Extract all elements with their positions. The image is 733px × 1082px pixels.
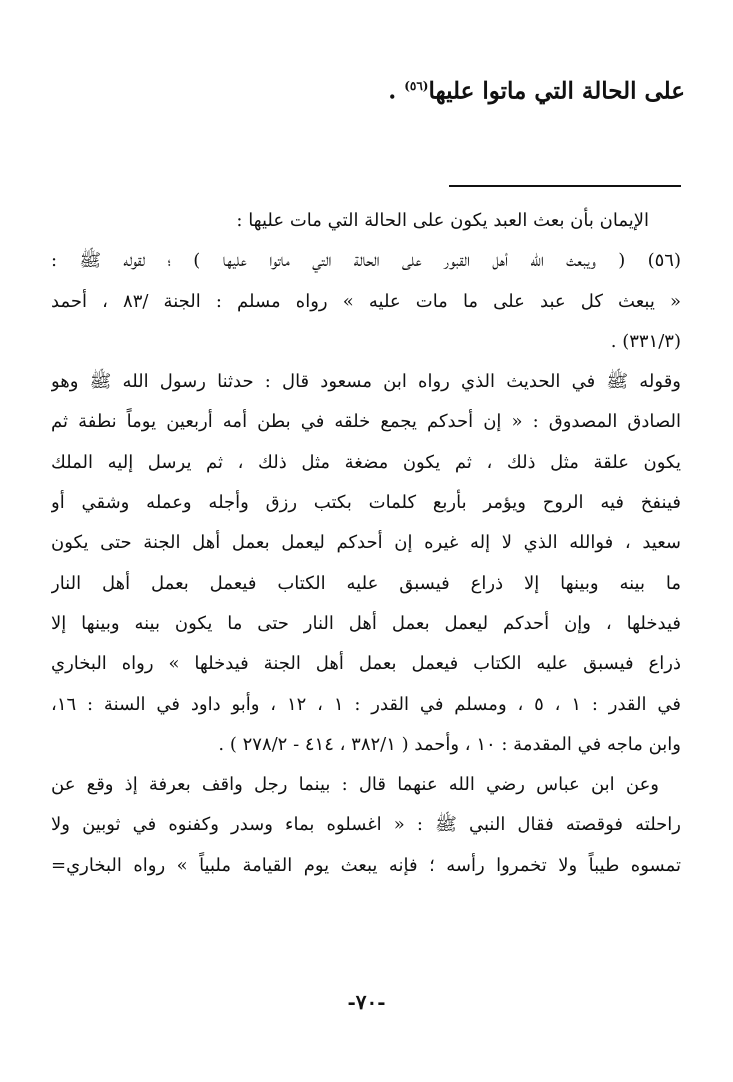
footnote-line: « يبعث كل عبد على ما مات عليه » رواه مسلم : الجنة /٨٣ ، أحمد xyxy=(51,290,681,312)
footnotes-section xyxy=(51,201,681,886)
footnote-line: فينفخ فيه الروح ويؤمر بأربع كلمات بكتب رزق وأجله وعمله وشقي أو xyxy=(51,492,681,514)
footnote-line: وعن ابن عباس رضي الله عنهما قال : بينما رجل واقف بعرفة إذ وقع عن xyxy=(51,774,659,796)
footnote-separator xyxy=(449,185,681,187)
footnote-heading: الإيمان بأن بعث العبد يكون على الحالة التي مات عليها : xyxy=(236,210,649,231)
footnote-line: في القدر : ١ ، ٥ ، ومسلم في القدر : ١ ، ١٢ ، وأبو داود في السنة : ١٦، xyxy=(51,693,681,715)
main-text-line xyxy=(65,66,685,112)
footnote-line: يكون علقة مثل ذلك ، ثم يكون مضغة مثل ذلك ، ثم يرسل إليه الملك xyxy=(51,451,681,473)
footnote-line: تمسوه طيباً ولا تخمروا رأسه ؛ فإنه يبعث يوم القيامة ملبياً » رواه البخاري= xyxy=(51,854,681,876)
page-number: -٧٠- xyxy=(347,990,386,1014)
footnote-line: راحلته فوقصته فقال النبي ﷺ : « اغسلوه بماء وسدر وكفنوه في ثوبين ولا xyxy=(51,814,681,836)
footnote-line: وابن ماجه في المقدمة : ١٠ ، وأحمد ( ٣٨٢/١ ، ٤١٤ - ٢٧٨/٢ ) . xyxy=(218,733,681,755)
footnote-line: (٥٦) ( ويبعث الله أهل القبور على الحالة التي ماتوا عليها ) ؛ لقوله ﷺ : xyxy=(51,250,681,272)
footnote-line: ما بينه وبينها إلا ذراع فيسبق عليه الكتاب فيعمل بعمل أهل النار xyxy=(51,572,681,594)
footnote-line: وقوله ﷺ في الحديث الذي رواه ابن مسعود قال : حدثنا رسول الله ﷺ وهو xyxy=(51,371,681,393)
footnote-line: الصادق المصدوق : « إن أحدكم يجمع خلقه في بطن أمه أربعين يوماً نطفة ثم xyxy=(51,411,681,433)
footnote-line: سعيد ، فوالله الذي لا إله غيره إن أحدكم ليعمل بعمل أهل الجنة حتى يكون xyxy=(51,532,681,554)
footnote-line: فيدخلها ، وإن أحدكم ليعمل بعمل أهل النار حتى ما يكون بينه وبينها إلا xyxy=(51,612,681,634)
footnote-line: (٣٣١/٣) . xyxy=(610,330,681,352)
footnote-reference: (٥٦) xyxy=(404,79,429,93)
main-text-end: . xyxy=(388,77,405,105)
footnote-line: ذراع فيسبق عليه الكتاب فيعمل بعمل أهل الجنة فيدخلها » رواه البخاري xyxy=(51,653,681,675)
main-text: على الحالة التي ماتوا عليها xyxy=(428,77,685,105)
